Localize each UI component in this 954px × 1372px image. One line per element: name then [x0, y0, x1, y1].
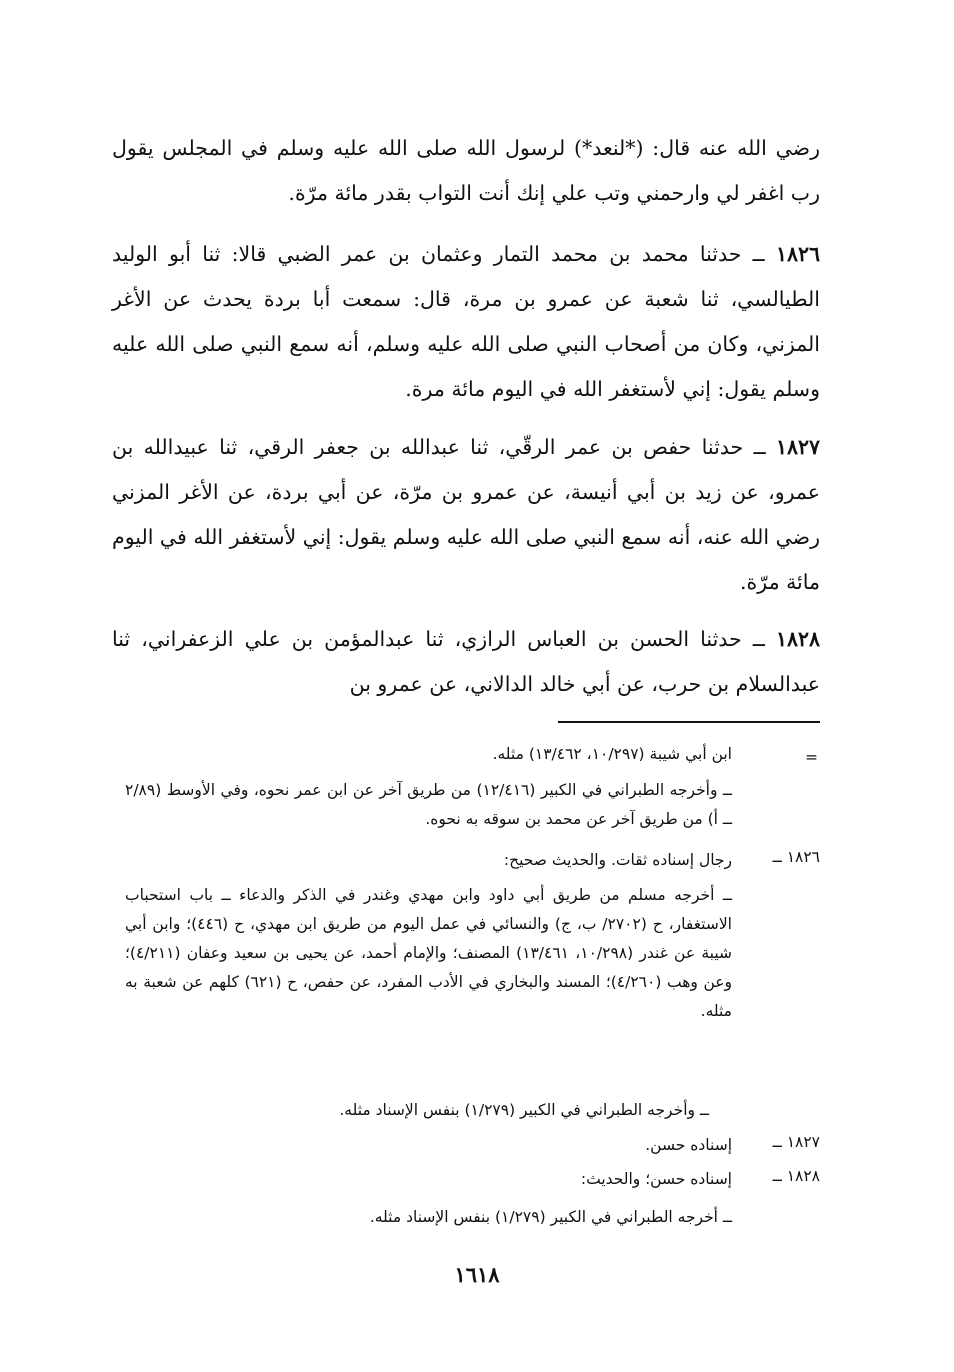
hadith-number: ١٨٢٦: [775, 242, 820, 266]
footnote-line: رجال إسناده ثقات. والحديث صحيح:: [503, 851, 732, 869]
footnote-mark: =: [805, 748, 818, 766]
footnote-line: إسناده حسن؛ والحديث:: [580, 1170, 732, 1188]
hadith-1828: [112, 617, 820, 707]
hadith-number: ١٨٢٧: [775, 435, 820, 459]
hadith-text: ــ حدثنا محمد بن محمد التمار وعثمان بن عمر الضبي قالا: ثنا أبو الوليد الطيالسي، ثنا شعبة عن عمرو بن مرة، قال: سمعت أبا بردة يحدث عن الأغر المزني، وكان من أصحاب النبي صلى الله عليه وسلم، أنه سمع النبي صلى الله عليه وسلم يقول: إني لأستغفر الله في اليوم مائة مرة.: [112, 242, 820, 401]
footnote-mark: ١٨٢٧ ــ: [772, 1133, 820, 1151]
hadith-text: ــ حدثنا حفص بن عمر الرقّي، ثنا عبدالله بن جعفر الرقي، ثنا عبيدالله بن عمرو، عن زيد بن أبي أنيسة، عن عمرو بن مرّة، عن أبي بردة، عن الأغر المزني رضي الله عنه، أنه سمع النبي صلى الله عليه وسلم يقول: إني لأستغفر الله في اليوم مائة مرّة.: [112, 435, 820, 594]
footnote-line: ابن أبي شيبة (١٠/٢٩٧، ١٣/٤٦٢) مثله.: [492, 745, 732, 763]
paragraph-continuation: [112, 126, 820, 216]
footnote-line: ــ أخرجه الطبراني في الكبير (١/٢٧٩) بنفس الإسناد مثله.: [369, 1208, 732, 1226]
hadith-text: ــ حدثنا الحسن بن العباس الرازي، ثنا عبدالمؤمن بن علي الزعفراني، ثنا عبدالسلام بن حرب، عن أبي خالد الدالاني، عن عمرو بن: [112, 627, 820, 696]
footnote-mark: ١٨٢٨ ــ: [772, 1167, 820, 1185]
page-number: ١٦١٨: [454, 1262, 500, 1287]
footnote-separator: [558, 721, 820, 723]
footnote-line: إسناده حسن.: [645, 1136, 732, 1154]
footnote-mark: ١٨٢٦ ــ: [772, 848, 820, 866]
footnote-line: ــ وأخرجه الطبراني في الكبير (١٢/٤١٦) من طريق آخر عن ابن عمر نحوه، وفي الأوسط (٢/٨٩ ــ أ) من طريق آخر عن محمد بن سوقه به نحوه.: [125, 781, 732, 828]
hadith-number: ١٨٢٨: [775, 627, 820, 651]
hadith-1827: [112, 425, 820, 605]
footnote-line: ــ أخرجه مسلم من طريق أبي داود وابن مهدي وغندر في الذكر والدعاء ــ باب استحباب الاستغفار، ح (٢٧٠٢/ ب، ج) والنسائي في عمل اليوم من طريق ابن مهدي، ح (٤٤٦)؛ وابن أبي شيبة عن غندر (١٠/٢٩٨، ١٣/٤٦١) المصنف؛ والإمام أحمد، عن يحيى بن سعيد وعفان (٤/٢١١)؛ وعن وهب (٤/٢٦٠)؛ المسند والبخاري في الأدب المفرد، عن حفص، ح (٦٢١) كلهم عن شعبة به مثله.: [125, 886, 733, 1020]
paragraph-text: رضي الله عنه قال: (*لنعد*) لرسول الله صلى الله عليه وسلم في المجلس يقول رب اغفر لي وارحمني وتب علي إنك أنت التواب بقدر مائة مرّة.: [112, 136, 820, 205]
footnote-line: ــ وأخرجه الطبراني في الكبير (١/٢٧٩) بنفس الإسناد مثله.: [339, 1101, 709, 1119]
hadith-1826: [112, 232, 820, 412]
